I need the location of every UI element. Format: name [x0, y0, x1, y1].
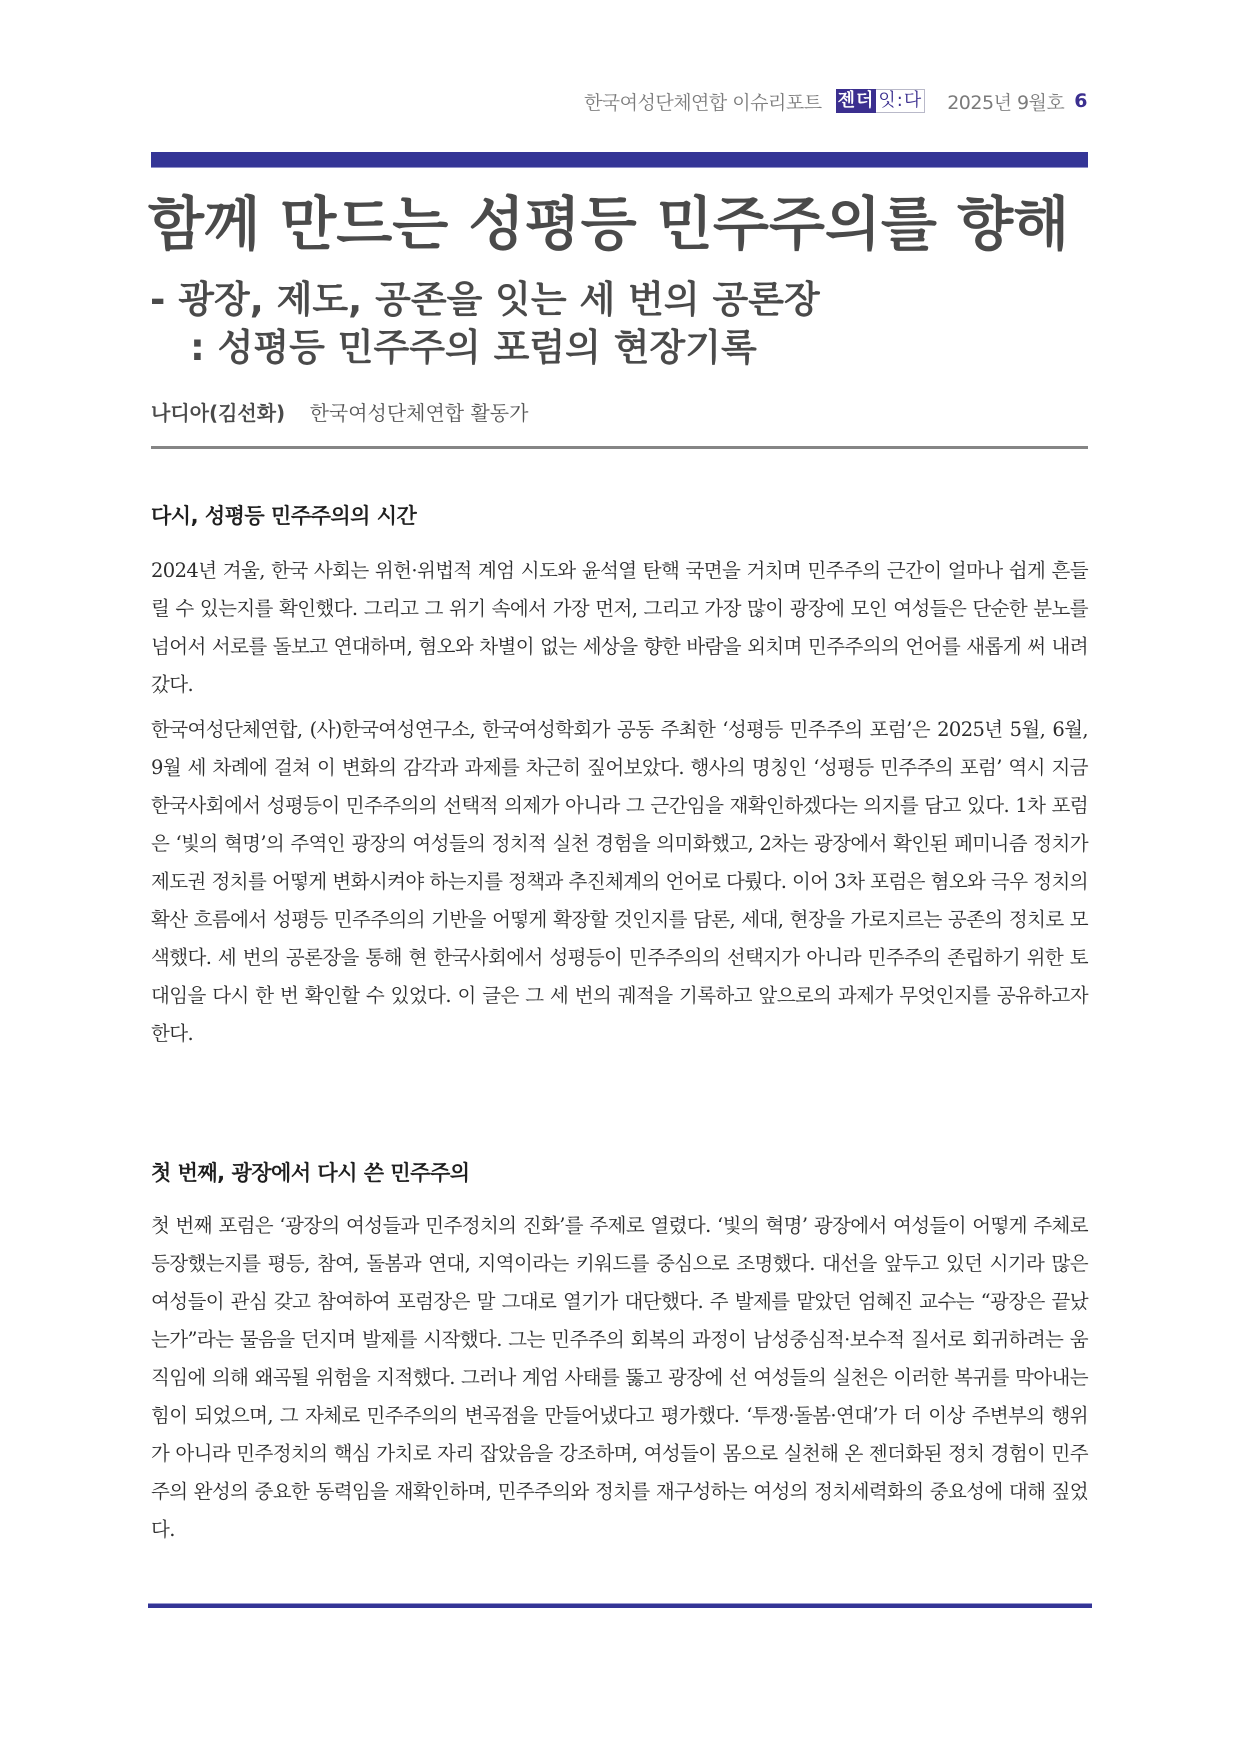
- footer-rule: [148, 1603, 1092, 1608]
- article-title: 함께 만드는 성평등 민주주의를 향해: [148, 190, 1070, 258]
- subtitle-line-1: - 광장, 제도, 공존을 잇는 세 번의 공론장: [150, 278, 820, 321]
- author-name: 나디아(김선화): [151, 401, 286, 425]
- body-paragraph: 첫 번째 포럼은 ‘광장의 여성들과 민주정치의 진화’를 주제로 열렸다. ‘빛의 혁명’ 광장에서 여성들이 어떻게 주체로 등장했는지를 평등, 참여, 돌봄과 연대, 지역이라는 키워드를 중심으로 조명했다. 대선을 앞두고 있던 시기라 많은 여성들이 관심 갖고 참여하여 포럼장은 말 그대로 열기가 대단했다. 주 발제를 맡았던 엄혜진 교수는 “광장은 끝났는가”라는 물음을 던지며 발제를 시작했다. 그는 민주주의 회복의 과정이 남성중심적·보수적 질서로 회귀하려는 움직임에 의해 왜곡될 위험을 지적했다. 그러나 계엄 사태를 뚫고 광장에 선 여성들의 실천은 이러한 복귀를 막아내는 힘이 되었으며, 그 자체로 민주주의의 변곡점을 만들어냈다고 평가했다. ‘투쟁·돌봄·연대’가 더 이상 주변부의 행위가 아니라 민주정치의 핵심 가치로 자리 잡았음을 강조하며, 여성들이 몸으로 실천해 온 젠더화된 정치 경험이 민주주의 완성의 중요한 동력임을 재확인하며, 민주주의와 정치를 재구성하는 여성의 정치세력화의 중요성에 대해 짚었다.: [151, 1214, 1088, 1541]
- report-series-label: 한국여성단체연합 이슈리포트: [583, 91, 822, 114]
- byline: [151, 397, 528, 426]
- title-accent-band: [151, 152, 1088, 168]
- author-affiliation: 한국여성단체연합 활동가: [309, 401, 529, 425]
- section-heading: 다시, 성평등 민주주의의 시간: [151, 504, 417, 528]
- brand-logo: [836, 89, 926, 113]
- section-first-forum: [151, 1157, 1088, 1549]
- header-divider: [151, 446, 1088, 449]
- body-paragraph: 한국여성단체연합, (사)한국여성연구소, 한국여성학회가 공동 주최한 ‘성평등 민주주의 포럼’은 2025년 5월, 6월, 9월 세 차례에 걸쳐 이 변화의 감각과 과제를 차근히 짚어보았다. 행사의 명칭인 ‘성평등 민주주의 포럼’ 역시 지금 한국사회에서 성평등이 민주주의의 선택적 의제가 아니라 그 근간임을 재확인하겠다는 의지를 담고 있다. 1차 포럼은 ‘빛의 혁명’의 주역인 광장의 여성들의 정치적 실천 경험을 의미화했고, 2차는 광장에서 확인된 페미니즘 정치가 제도권 정치를 어떻게 변화시켜야 하는지를 정책과 추진체계의 언어로 다뤘다. 이어 3차 포럼은 혐오와 극우 정치의 확산 흐름에서 성평등 민주주의의 기반을 어떻게 확장할 것인지를 담론, 세대, 현장을 가로지르는 공존의 정치로 모색했다. 세 번의 공론장을 통해 현 한국사회에서 성평등이 민주주의의 선택지가 아니라 민주주의 존립하기 위한 토대임을 다시 한 번 확인할 수 있었다. 이 글은 그 세 번의 궤적을 기록하고 앞으로의 과제가 무엇인지를 공유하고자 한다.: [151, 718, 1088, 1045]
- brand-logo-highlight: 젠더: [837, 90, 875, 111]
- issue-date: 2025년 9월호: [947, 91, 1065, 114]
- section-again-gender-equal-democracy: [151, 500, 1088, 1053]
- page-number: 6: [1074, 90, 1087, 112]
- running-header: [584, 86, 1087, 116]
- brand-logo-outline: 잇:다: [876, 89, 925, 113]
- article-subtitle: [150, 276, 820, 372]
- section-heading: 첫 번째, 광장에서 다시 쓴 민주주의: [151, 1161, 470, 1185]
- subtitle-line-2: : 성평등 민주주의 포럼의 현장기록: [190, 326, 757, 369]
- body-paragraph: 2024년 겨울, 한국 사회는 위헌·위법적 계엄 시도와 윤석열 탄핵 국면을 거치며 민주주의 근간이 얼마나 쉽게 흔들릴 수 있는지를 확인했다. 그리고 그 위기 속에서 가장 먼저, 그리고 가장 많이 광장에 모인 여성들은 단순한 분노를 넘어서 서로를 돌보고 연대하며, 혐오와 차별이 없는 세상을 향한 바람을 외치며 민주주의의 언어를 새롭게 써 내려갔다.: [151, 559, 1088, 696]
